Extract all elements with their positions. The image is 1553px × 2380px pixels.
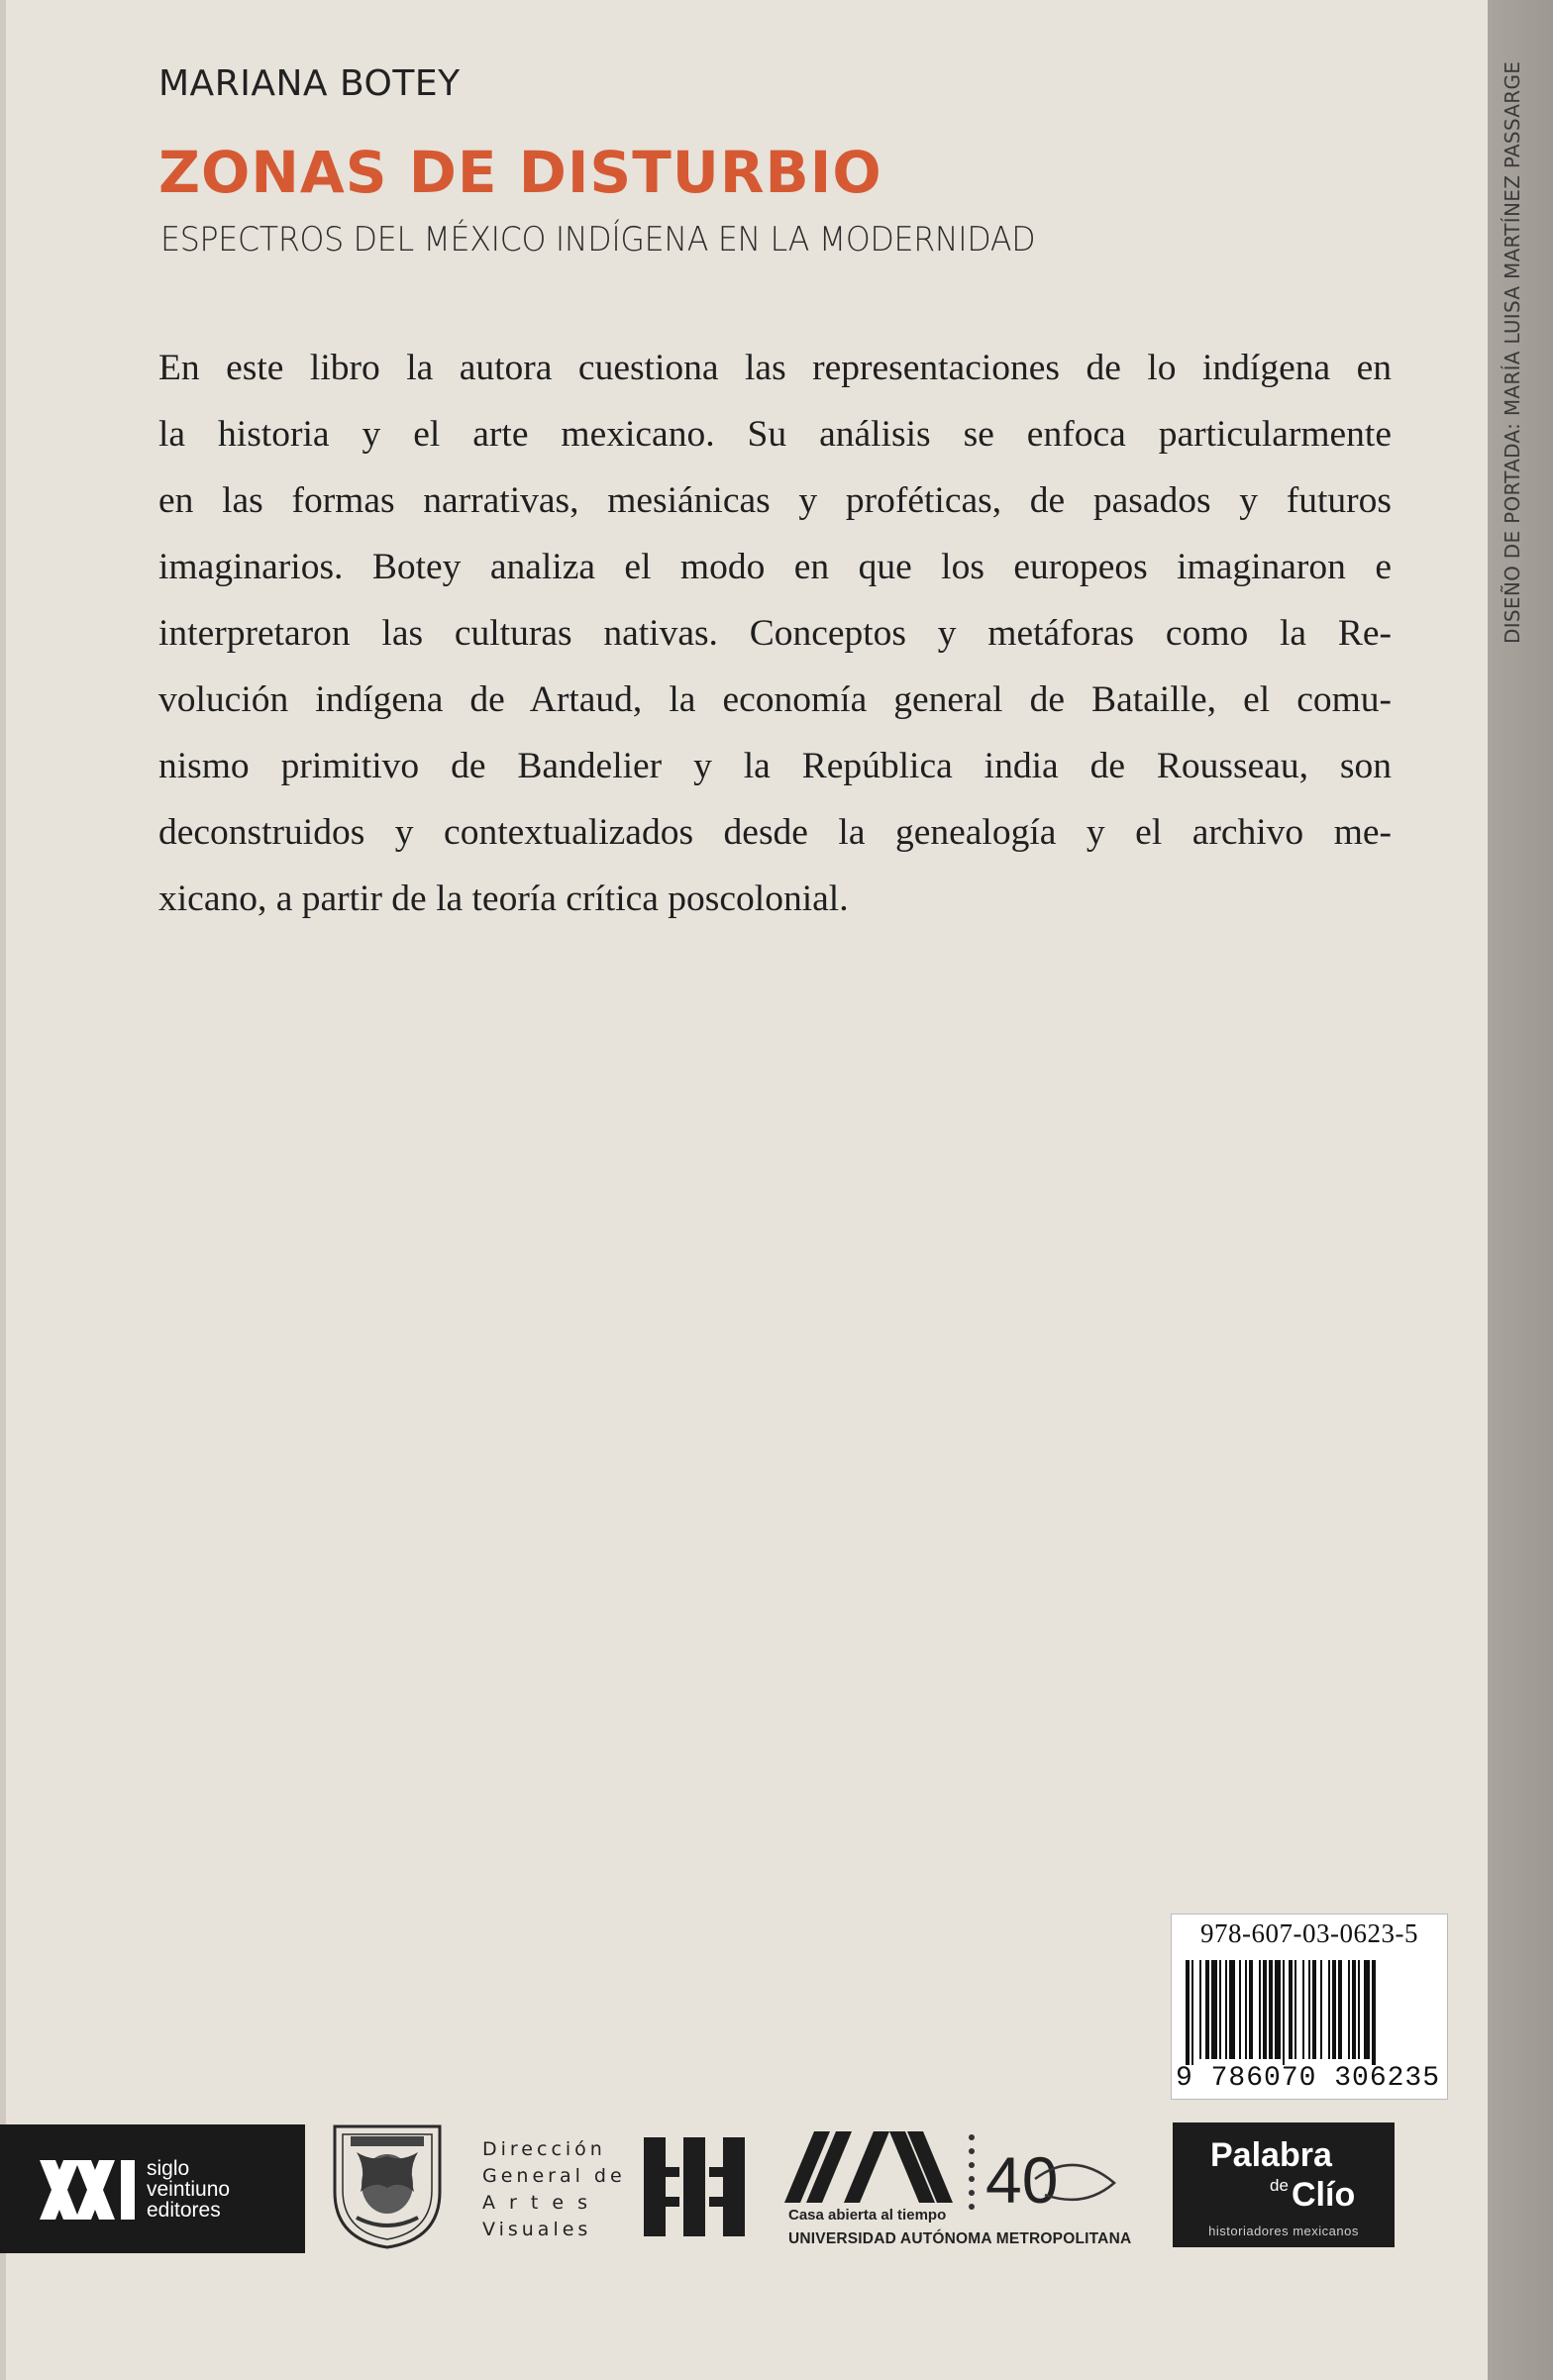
blurb	[158, 335, 1392, 932]
barcode-bar	[1294, 1960, 1296, 2059]
barcode-bar	[1338, 1960, 1342, 2059]
dgav-logo-text	[482, 2136, 626, 2243]
uam-logo-icon	[784, 2131, 953, 2207]
isbn-number: 978-607-03-0623-5	[1200, 1918, 1418, 1948]
barcode-bar	[1245, 1960, 1247, 2059]
barcode-digits: 9 786070 306235	[1176, 2063, 1441, 2094]
uam-tagline: Casa abierta al tiempo	[788, 2207, 947, 2224]
dgav-mark-icon	[644, 2137, 745, 2236]
barcode-bar	[1219, 1960, 1221, 2059]
barcode-bar	[1308, 1960, 1310, 2059]
palabra-de-clio-logo	[1173, 2122, 1395, 2247]
dgav-line-3: A r t e s	[482, 2192, 592, 2214]
dgav-line-1: Dirección	[482, 2138, 606, 2160]
uam-name: UNIVERSIDAD AUTÓNOMA METROPOLITANA	[788, 2230, 1132, 2247]
blurb-line: interpretaron las culturas nativas. Conceptos y metáforas como la Re-	[158, 613, 1392, 654]
blurb-line: xicano, a partir de la teoría crítica poscolonial.	[158, 879, 849, 919]
cover-design-credit: DISEÑO DE PORTADA: MARÍA LUISA MARTÍNEZ PASSARGE	[1501, 60, 1524, 644]
barcode-bar	[1364, 1960, 1370, 2059]
uam-40-anniversary-icon	[966, 2129, 1124, 2228]
cover-left-edge	[0, 0, 6, 2380]
isbn-barcode-box	[1171, 1914, 1448, 2100]
blurb-line: deconstruidos y contextualizados desde la genealogía y el archivo me-	[158, 812, 1392, 853]
palabra-word: Palabra	[1210, 2136, 1332, 2174]
barcode-bar	[1352, 1960, 1356, 2059]
barcode-bar	[1269, 1960, 1273, 2059]
barcode-bar	[1332, 1960, 1336, 2059]
barcode-bar	[1211, 1960, 1217, 2059]
barcode-bar	[1283, 1960, 1285, 2065]
barcode-bar	[1239, 1960, 1241, 2059]
barcode-bar	[1358, 1960, 1360, 2059]
dgav-line-2: General de	[482, 2165, 626, 2187]
barcode-icon	[1186, 1960, 1433, 2065]
clio-word: Clío	[1292, 2176, 1356, 2214]
siglo-xxi-mark-icon	[40, 2160, 139, 2220]
siglo-xxi-words	[147, 2158, 230, 2221]
blurb-line: volución indígena de Artaud, la economía general de Bataille, el comu-	[158, 679, 1392, 720]
book-title: ZONAS DE DISTURBIO	[158, 139, 882, 206]
barcode-bar	[1229, 1960, 1235, 2059]
palabra-de: de	[1270, 2176, 1289, 2195]
barcode-bar	[1328, 1960, 1330, 2059]
palabra-tagline: historiadores mexicanos	[1208, 2224, 1359, 2238]
unam-seal-icon	[327, 2122, 448, 2249]
siglo-word-1: siglo	[147, 2157, 190, 2180]
barcode-bar	[1320, 1960, 1322, 2059]
barcode-bar	[1348, 1960, 1350, 2059]
barcode-bar	[1249, 1960, 1253, 2059]
blurb-line: nismo primitivo de Bandelier y la República india de Rousseau, son	[158, 746, 1392, 786]
barcode-bar	[1289, 1960, 1293, 2059]
barcode-bar	[1186, 1960, 1190, 2065]
barcode-bar	[1302, 1960, 1304, 2059]
barcode-bar	[1205, 1960, 1209, 2059]
author-name: MARIANA BOTEY	[158, 63, 461, 104]
barcode-bar	[1275, 1960, 1281, 2059]
blurb-line: En este libro la autora cuestiona las representaciones de lo indígena en	[158, 348, 1392, 388]
siglo-word-2: veintiuno	[147, 2178, 231, 2201]
barcode-bar	[1199, 1960, 1201, 2059]
barcode-bar	[1372, 1960, 1376, 2065]
siglo-xxi-logo	[0, 2124, 305, 2253]
blurb-line: la historia y el arte mexicano. Su análisis se enfoca particularmente	[158, 414, 1392, 455]
barcode-bar	[1312, 1960, 1316, 2059]
barcode-bar	[1225, 1960, 1227, 2059]
barcode-bar	[1191, 1960, 1193, 2065]
anniversary-number: 40	[985, 2143, 1059, 2217]
barcode-bar	[1263, 1960, 1267, 2059]
siglo-word-3: editores	[147, 2199, 221, 2222]
blurb-line: en las formas narrativas, mesiánicas y proféticas, de pasados y futuros	[158, 480, 1392, 521]
book-subtitle: ESPECTROS DEL MÉXICO INDÍGENA EN LA MODERNIDAD	[160, 220, 1036, 259]
dgav-line-4: Visuales	[482, 2219, 592, 2240]
blurb-line: imaginarios. Botey analiza el modo en que los europeos imaginaron e	[158, 547, 1392, 587]
barcode-bar	[1259, 1960, 1261, 2059]
